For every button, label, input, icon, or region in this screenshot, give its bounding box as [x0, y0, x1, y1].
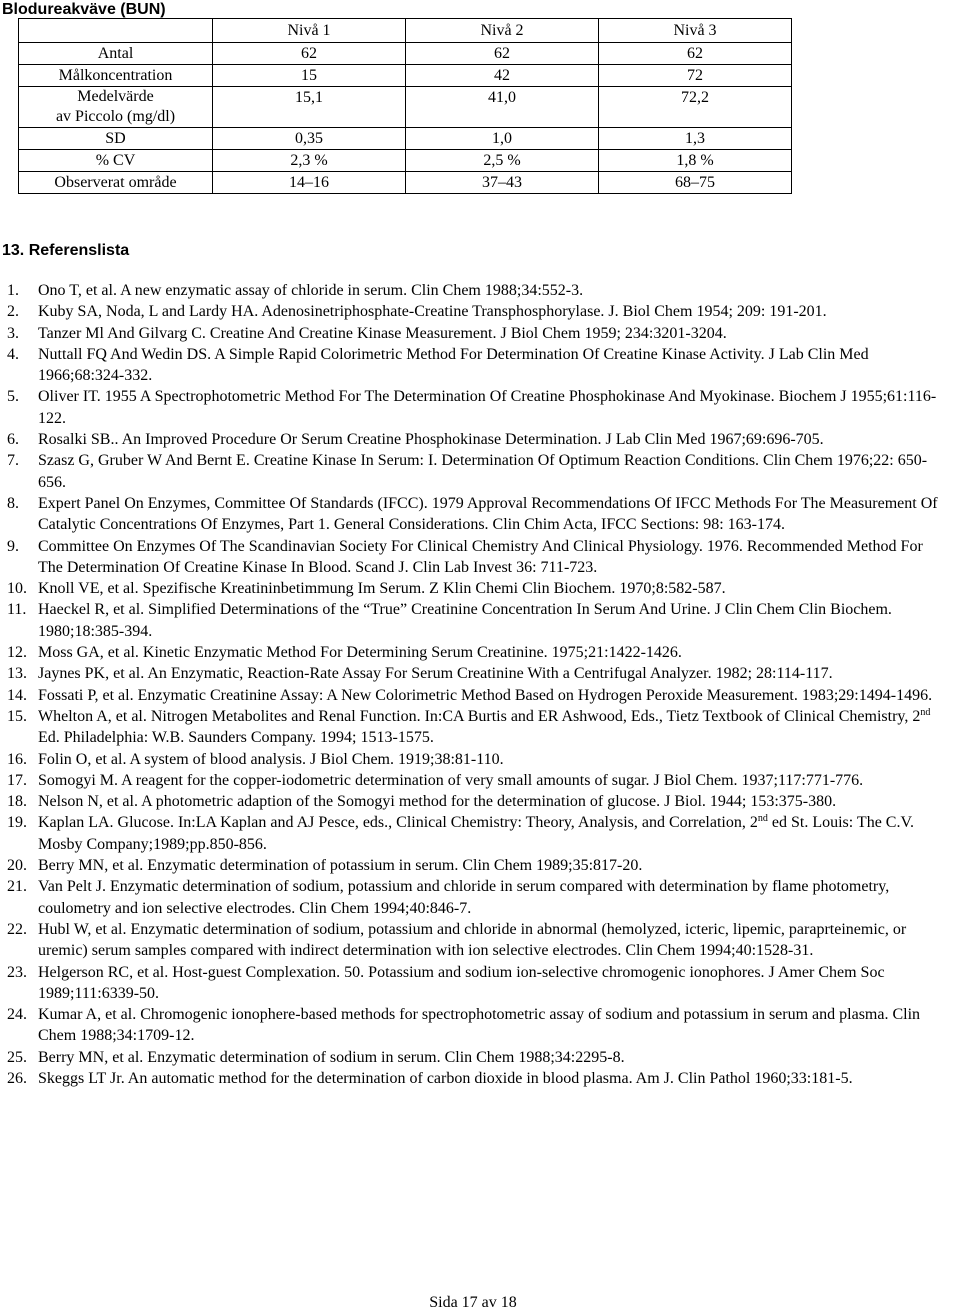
- reference-number: 24.: [7, 1006, 27, 1024]
- reference-text: Haeckel R, et al. Simplified Determinations of the “True” Creatinine Concentration In Serum And Urine. J Clin Chem Clin Biochem. 1980;18:385-394.: [38, 601, 892, 640]
- reference-item: [0, 919, 940, 962]
- reference-text: Szasz G, Gruber W And Bernt E. Creatine Kinase In Serum: I. Determination Of Optimum Reaction Conditions. Clin Chem 1976;22: 650-656.: [38, 452, 928, 491]
- reference-text: Skeggs LT Jr. An automatic method for the determination of carbon dioxide in blood plasma. Am J. Clin Pathol 1960;33:181-5.: [38, 1069, 853, 1087]
- reference-text: [38, 814, 914, 852]
- reference-item: [0, 599, 940, 642]
- table-cell: 1,0: [406, 128, 599, 150]
- reference-text-part: Ed. Philadelphia: W.B. Saunders Company. 1994; 1513-1575.: [38, 729, 434, 747]
- table-cell: 72: [599, 65, 792, 87]
- reference-number: 9.: [7, 537, 19, 555]
- table-row: [19, 150, 792, 172]
- reference-text: Kuby SA, Noda, L and Lardy HA. Adenosinetriphosphate-Creatine Transphosphorylase. J. Biol Chem 1954; 209: 191-201.: [38, 303, 827, 321]
- reference-text: Folin O, et al. A system of blood analysis. J Biol Chem. 1919;38:81-110.: [38, 750, 504, 768]
- reference-text: Berry MN, et al. Enzymatic determination of potassium in serum. Clin Chem 1989;35:817-20.: [38, 857, 643, 875]
- references-heading: 13. Referenslista: [2, 242, 130, 259]
- reference-number: 10.: [7, 580, 27, 598]
- table-cell: 1,3: [599, 128, 792, 150]
- table-cell: Observerat område: [19, 172, 213, 194]
- table-row: [19, 128, 792, 150]
- reference-text: Fossati P, et al. Enzymatic Creatinine Assay: A New Colorimetric Method Based on Hydrogen Peroxide Measurement. 1983;29:1494-1496.: [38, 686, 933, 704]
- reference-text: [38, 708, 930, 746]
- reference-item: [0, 301, 940, 322]
- reference-number: 21.: [7, 878, 27, 896]
- reference-item: [0, 791, 940, 812]
- table-row: [19, 65, 792, 87]
- table-cell: 0,35: [213, 128, 406, 150]
- results-table: [18, 18, 792, 194]
- reference-number: 14.: [7, 686, 27, 704]
- table-cell: 15: [213, 65, 406, 87]
- table-cell: 15,1: [213, 87, 406, 128]
- table-cell: 68–75: [599, 172, 792, 194]
- table-cell: 14–16: [213, 172, 406, 194]
- reference-item: [0, 642, 940, 663]
- reference-number: 15.: [7, 707, 27, 725]
- reference-text: Nelson N, et al. A photometric adaption of the Somogyi method for the determination of glucose. J Biol. 1944; 153:375-380.: [38, 793, 837, 811]
- reference-item: [0, 855, 940, 876]
- reference-item: [0, 1068, 940, 1089]
- table-cell: 2,3 %: [213, 150, 406, 172]
- table-row: [19, 87, 792, 128]
- reference-number: 13.: [7, 665, 27, 683]
- reference-text-part: Kaplan LA. Glucose. In:LA Kaplan and AJ Pesce, eds., Clinical Chemistry: Theory, Analysis, and Correlation, 2: [38, 814, 758, 832]
- reference-number: 19.: [7, 814, 27, 832]
- reference-text: Somogyi M. A reagent for the copper-iodometric determination of very small amounts of sugar. J Biol Chem. 1937;117:771-776.: [38, 771, 864, 789]
- reference-number: 17.: [7, 771, 27, 789]
- reference-number: 6.: [7, 431, 19, 449]
- reference-item: [0, 429, 940, 450]
- reference-item: [0, 450, 940, 493]
- table-cell: Målkoncentration: [19, 65, 213, 87]
- table-cell: 41,0: [406, 87, 599, 128]
- reference-text: Moss GA, et al. Kinetic Enzymatic Method For Determining Serum Creatinine. 1975;21:1422-1426.: [38, 644, 682, 662]
- reference-item: [0, 1004, 940, 1047]
- table-header-cell: Nivå 3: [599, 19, 792, 43]
- reference-number: 3.: [7, 324, 19, 342]
- table-cell: Antal: [19, 43, 213, 65]
- reference-text: Van Pelt J. Enzymatic determination of sodium, potassium and chloride in serum compared with determination by flame photometry, coulometry and ion selective electrodes. Clin Chem 1994;40:846-7.: [38, 878, 890, 917]
- table-row: [19, 43, 792, 65]
- reference-number: 5.: [7, 388, 19, 406]
- table-header-cell: Nivå 2: [406, 19, 599, 43]
- table-cell: 62: [599, 43, 792, 65]
- reference-number: 4.: [7, 345, 19, 363]
- reference-item: [0, 536, 940, 579]
- reference-number: 18.: [7, 793, 27, 811]
- table-cell-line: av Piccolo (mg/dl): [55, 108, 176, 125]
- reference-item: [0, 386, 940, 429]
- reference-text: Oliver IT. 1955 A Spectrophotometric Method For The Determination Of Creatine Phosphokinase And Myokinase. Biochem J 1955;61:116-122.: [38, 388, 937, 427]
- table-cell: 37–43: [406, 172, 599, 194]
- reference-item: [0, 280, 940, 301]
- reference-number: 2.: [7, 303, 19, 321]
- page-footer: Sida 17 av 18: [429, 1294, 517, 1311]
- reference-number: 11.: [7, 601, 27, 619]
- table-cell: 62: [406, 43, 599, 65]
- reference-item: [0, 685, 940, 706]
- reference-superscript: nd: [757, 813, 768, 825]
- table-cell: 2,5 %: [406, 150, 599, 172]
- reference-text-part: ed St. Louis: The C.V. Mosby Company;1989;pp.850-856.: [38, 814, 914, 853]
- reference-number: 8.: [7, 494, 19, 512]
- reference-text: Hubl W, et al. Enzymatic determination of sodium, potassium and chloride in abnormal (hemolyzed, icteric, lipemic, paraprteinemic, or uremic) serum samples compared with indirect determination with ion selective electrodes. Clin Chem 1994;40:1528-31.: [38, 920, 907, 960]
- reference-number: 16.: [7, 750, 27, 768]
- reference-item: [0, 962, 940, 1005]
- reference-text: Rosalki SB.. An Improved Procedure Or Serum Creatine Phosphokinase Determination. J Lab Clin Med 1967;69:696-705.: [38, 431, 824, 449]
- reference-number: 22.: [7, 920, 27, 938]
- reference-text: Ono T, et al. A new enzymatic assay of chloride in serum. Clin Chem 1988;34:552-3.: [38, 282, 584, 299]
- table-cell: 42: [406, 65, 599, 87]
- reference-text: Committee On Enzymes Of The Scandinavian Society For Clinical Chemistry And Clinical Physiology. 1976. Recommended Method For The Determination Of Creatine Kinase In Blood. Scand J. Clin Lab Invest 36: 711-723.: [38, 537, 923, 576]
- reference-number: 26.: [7, 1069, 27, 1087]
- reference-item: [0, 706, 940, 749]
- reference-text: Knoll VE, et al. Spezifische Kreatininbetimmung Im Serum. Z Klin Chemi Clin Biochem. 1970;8:582-587.: [38, 580, 726, 598]
- reference-text: Jaynes PK, et al. An Enzymatic, Reaction-Rate Assay For Serum Creatinine With a Centrifugal Analyzer. 1982; 28:114-117.: [38, 665, 833, 683]
- reference-item: [0, 344, 940, 387]
- reference-superscript: nd: [920, 706, 931, 718]
- section-title: Blodureakväve (BUN): [2, 1, 166, 18]
- reference-number: 23.: [7, 963, 27, 981]
- table-cell: 62: [213, 43, 406, 65]
- reference-text: Berry MN, et al. Enzymatic determination of sodium in serum. Clin Chem 1988;34:2295-8.: [38, 1048, 625, 1066]
- reference-item: [0, 1047, 940, 1068]
- table-row: [19, 172, 792, 194]
- table-header-row: [19, 19, 792, 43]
- reference-number: 12.: [7, 644, 27, 662]
- reference-item: [0, 323, 940, 344]
- reference-number: 7.: [7, 452, 19, 470]
- reference-text: Helgerson RC, et al. Host-guest Complexation. 50. Potassium and sodium ion-selective chromogenic ionophores. J Amer Chem Soc 1989;111:6339-50.: [38, 963, 885, 1002]
- reference-text: Nuttall FQ And Wedin DS. A Simple Rapid Colorimetric Method For Determination Of Creatine Kinase Activity. J Lab Clin Med 1966;68:324-332.: [38, 345, 869, 385]
- reference-text: Tanzer Ml And Gilvarg C. Creatine And Creatine Kinase Measurement. J Biol Chem 1959; 234:3201-3204.: [38, 324, 727, 342]
- table-cell-line: Medelvärde: [77, 88, 154, 105]
- reference-item: [0, 812, 940, 855]
- references-list: [0, 280, 940, 1089]
- table-header-cell: [19, 19, 213, 43]
- reference-number: 20.: [7, 857, 27, 875]
- reference-text: Expert Panel On Enzymes, Committee Of Standards (IFCC). 1979 Approval Recommendations Of IFCC Methods For The Measurement Of Catalytic Concentrations Of Enzymes, Part 1. General Considerations. Clin Chim Acta, IFCC Sections: 98: 163-174.: [38, 494, 938, 534]
- table-header-cell: Nivå 1: [213, 19, 406, 43]
- reference-text-part: Whelton A, et al. Nitrogen Metabolites and Renal Function. In:CA Burtis and ER Ashwood, Eds., Tietz Textbook of Clinical Chemistry, 2: [38, 707, 921, 725]
- reference-item: [0, 770, 940, 791]
- reference-item: [0, 663, 940, 684]
- reference-item: [0, 493, 940, 536]
- table-cell: SD: [19, 128, 213, 150]
- reference-text: Kumar A, et al. Chromogenic ionophere-based methods for spectrophotometric assay of sodium and potassium in serum and plasma. Clin Chem 1988;34:1709-12.: [38, 1006, 921, 1045]
- table-cell: 72,2: [599, 87, 792, 128]
- reference-item: [0, 578, 940, 599]
- table-cell: 1,8 %: [599, 150, 792, 172]
- table-cell: % CV: [19, 150, 213, 172]
- reference-number: 25.: [7, 1048, 27, 1066]
- reference-item: [0, 749, 940, 770]
- table-cell-medelvarde: [19, 87, 213, 128]
- reference-number: 1.: [7, 282, 19, 299]
- reference-item: [0, 876, 940, 919]
